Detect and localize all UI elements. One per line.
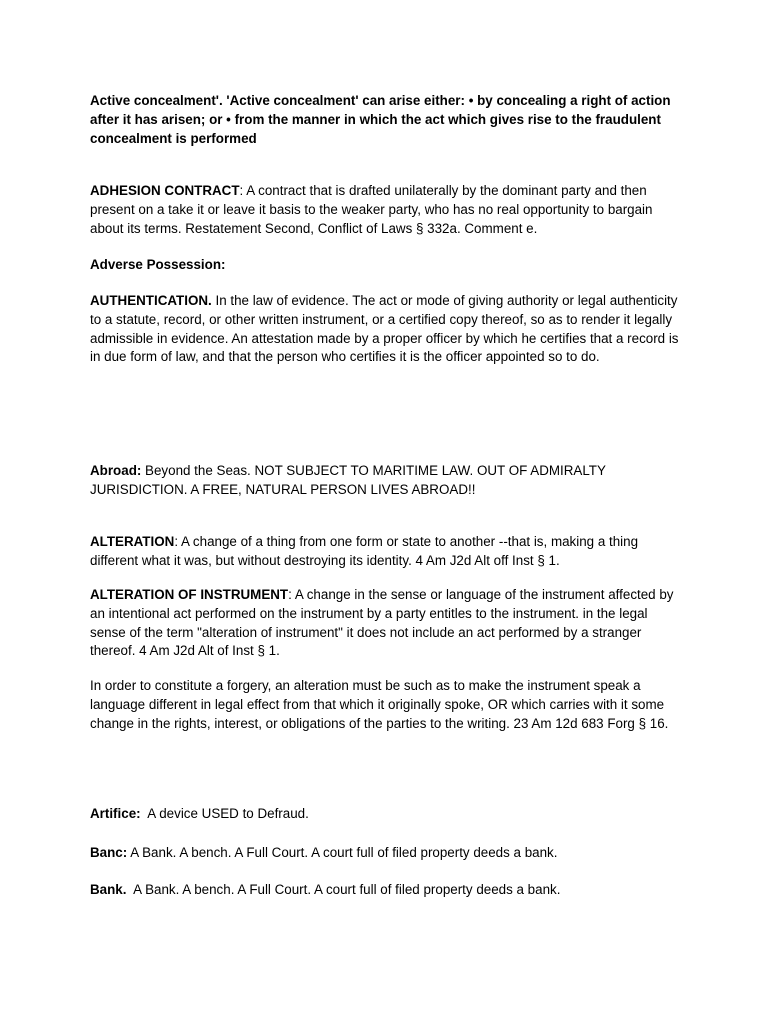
entry-term: Banc: bbox=[90, 845, 128, 860]
entry-text: Active concealment'. 'Active concealment' can arise either: • by concealing a right of action after it has arisen; or • from the manner in which the act which gives rise to the fraudulent concealment is performed bbox=[90, 93, 671, 146]
entry-term: ALTERATION bbox=[90, 534, 175, 549]
entry-authentication bbox=[90, 292, 680, 367]
entry-definition: In the law of evidence. The act or mode of giving authority or legal authenticity to a statute, record, or other written instrument, or a certified copy thereof, so as to render it legally admissible in evidence. An attestation made by a proper officer by which he certifies that a record is in due form of law, and that the person who certifies it is the officer appointed so to do. bbox=[90, 293, 679, 365]
entry-definition: A Bank. A bench. A Full Court. A court full of filed property deeds a bank. bbox=[127, 845, 558, 860]
entry-definition: A Bank. A bench. A Full Court. A court full of filed property deeds a bank. bbox=[126, 882, 561, 897]
entry-definition: Beyond the Seas. NOT SUBJECT TO MARITIME LAW. OUT OF ADMIRALTY JURISDICTION. A FREE, NATURAL PERSON LIVES ABROAD!! bbox=[90, 463, 606, 497]
entry-text: In order to constitute a forgery, an alteration must be such as to make the instrument speak a language different in legal effect from that which it originally spoke, OR which carries with it some change in the rights, interest, or obligations of the parties to the writing. 23 Am 12d 683 Forg § 16. bbox=[90, 678, 669, 731]
entry-active-concealment bbox=[90, 92, 680, 148]
entry-bank bbox=[90, 881, 680, 900]
entry-banc bbox=[90, 844, 680, 863]
entry-alteration bbox=[90, 533, 680, 571]
entry-adhesion-contract bbox=[90, 182, 680, 238]
entry-definition: : A change in the sense or language of the instrument affected by an intentional act performed on the instrument by a party entitles to the instrument. in the legal sense of the term "alteration of instrument" it does not include an act performed by a stranger thereof. 4 Am J2d Alt of Inst § 1. bbox=[90, 587, 674, 659]
entry-forgery-note bbox=[90, 677, 680, 733]
entry-artifice bbox=[90, 805, 680, 824]
entry-term: ALTERATION OF INSTRUMENT bbox=[90, 587, 289, 602]
entry-definition: : A contract that is drafted unilaterally by the dominant party and then present on a take it or leave it basis to the weaker party, who has no real opportunity to bargain about its terms. Restatement Second, Conflict of Laws § 332a. Comment e. bbox=[90, 183, 653, 236]
entry-alteration-of-instrument bbox=[90, 586, 680, 661]
entry-definition: : A change of a thing from one form or state to another --that is, making a thing different what it was, but without destroying its identity. 4 Am J2d Alt off Inst § 1. bbox=[90, 534, 639, 568]
entry-adverse-possession bbox=[90, 256, 680, 275]
entry-term: Artifice: bbox=[90, 806, 141, 821]
entry-term: ADHESION CONTRACT bbox=[90, 183, 240, 198]
entry-term: AUTHENTICATION. bbox=[90, 293, 212, 308]
entry-term: Bank. bbox=[90, 882, 127, 897]
entry-term: Adverse Possession: bbox=[90, 257, 226, 272]
entry-definition: A device USED to Defraud. bbox=[140, 806, 309, 821]
entry-abroad bbox=[90, 462, 680, 500]
entry-term: Abroad: bbox=[90, 463, 142, 478]
